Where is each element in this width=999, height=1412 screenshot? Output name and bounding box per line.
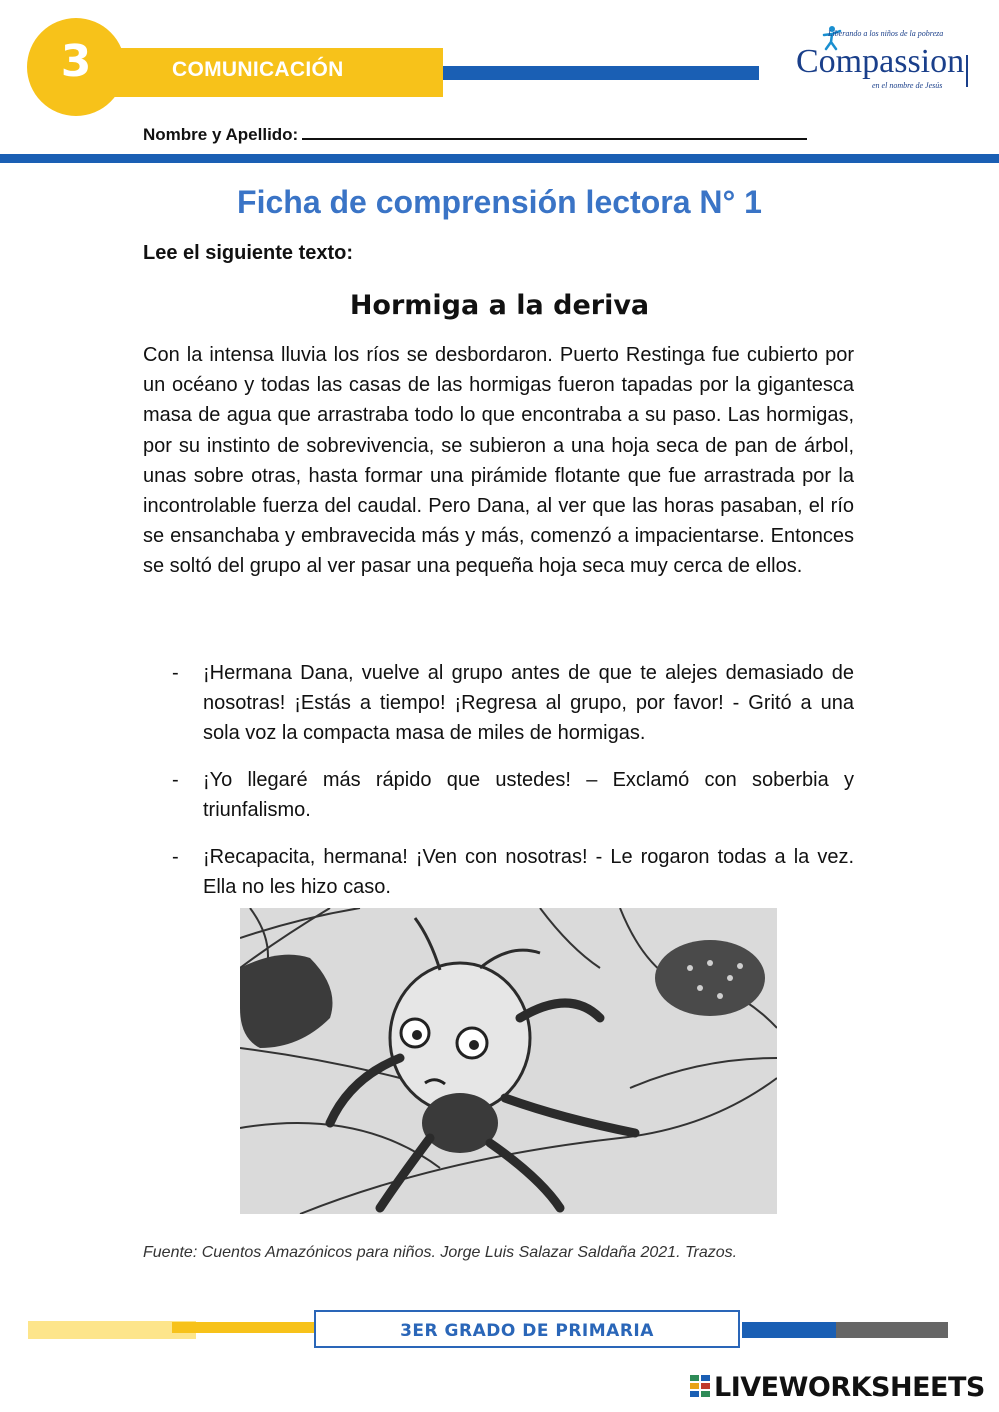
header-divider	[0, 154, 999, 163]
logo-tagline: Liberando a los niños de la pobreza	[828, 29, 944, 38]
dialogue-line	[172, 765, 854, 825]
dialogue-text: ¡Yo llegaré más rápido que ustedes! – Exclamó con soberbia y triunfalismo.	[203, 769, 854, 821]
name-answer-line[interactable]	[302, 124, 807, 140]
logo-brand: Compassion	[796, 43, 965, 80]
story-title: Hormiga a la deriva	[349, 290, 650, 321]
logo-divider	[966, 55, 968, 87]
worksheet-title: Ficha de comprensión lectora N° 1	[237, 184, 762, 220]
subject-label: COMUNICACIÓN	[172, 58, 344, 81]
liveworksheets-text: LIVEWORKSHEETS	[714, 1372, 985, 1403]
dialogue-text: ¡Hermana Dana, vuelve al grupo antes de que te alejes demasiado de nosotras! ¡Estás a tiempo! ¡Regresa al grupo, por favor! - Gritó a una sola voz la compacta masa de miles de hormigas.	[203, 662, 854, 744]
dialogue-dash: -	[172, 846, 179, 868]
dialogue-line	[172, 842, 854, 902]
footer-stripe-blue	[742, 1322, 836, 1338]
name-field	[143, 124, 807, 145]
dialogue-line	[172, 658, 854, 748]
ant-drawing	[240, 908, 777, 1214]
footer-stripe-gray	[836, 1322, 948, 1338]
subject-banner	[95, 48, 443, 97]
dialogue-text: ¡Recapacita, hermana! ¡Ven con nosotras! - Le rogaron todas a la vez. Ella no les hizo caso.	[203, 846, 854, 898]
dialogue-dash: -	[172, 769, 179, 791]
compassion-logo	[790, 25, 980, 95]
grade-badge	[27, 18, 125, 116]
instruction-text: Lee el siguiente texto:	[143, 242, 354, 264]
name-label: Nombre y Apellido:	[143, 125, 299, 144]
header-accent-line	[443, 66, 759, 80]
grade-level-label: 3ER GRADO DE PRIMARIA	[400, 1321, 654, 1341]
dialogue-dash: -	[172, 662, 179, 684]
grade-level-box	[314, 1310, 740, 1348]
footer-stripe-light-yellow	[28, 1321, 196, 1339]
liveworksheets-icon	[690, 1375, 712, 1399]
source-citation: Fuente: Cuentos Amazónicos para niños. Jorge Luis Salazar Saldaña 2021. Trazos.	[143, 1244, 738, 1261]
ant-illustration	[240, 908, 777, 1214]
grade-number: 3	[60, 36, 92, 87]
logo-subtitle: en el nombre de Jesús	[872, 81, 943, 90]
footer-stripe-yellow	[172, 1322, 315, 1333]
story-paragraph: Con la intensa lluvia los ríos se desbordaron. Puerto Restinga fue cubierto por un océano y todas las casas de las hormigas fueron tapadas por la gigantesca masa de agua que arrastraba todo lo que encontraba a su paso. Las hormigas, por su instinto de sobrevivencia, se subieron a una hoja seca de pan de árbol, unas sobre otras, hasta formar una pirámide flotante que fue arrastrada por la incontrolable fuerza del caudal. Pero Dana, al ver que las horas pasaban, el río se ensanchaba y embravecida más y más, comenzó a impacientarse. Entonces se soltó del grupo al ver pasar una pequeña hoja seca muy cerca de ellos.	[143, 344, 854, 578]
